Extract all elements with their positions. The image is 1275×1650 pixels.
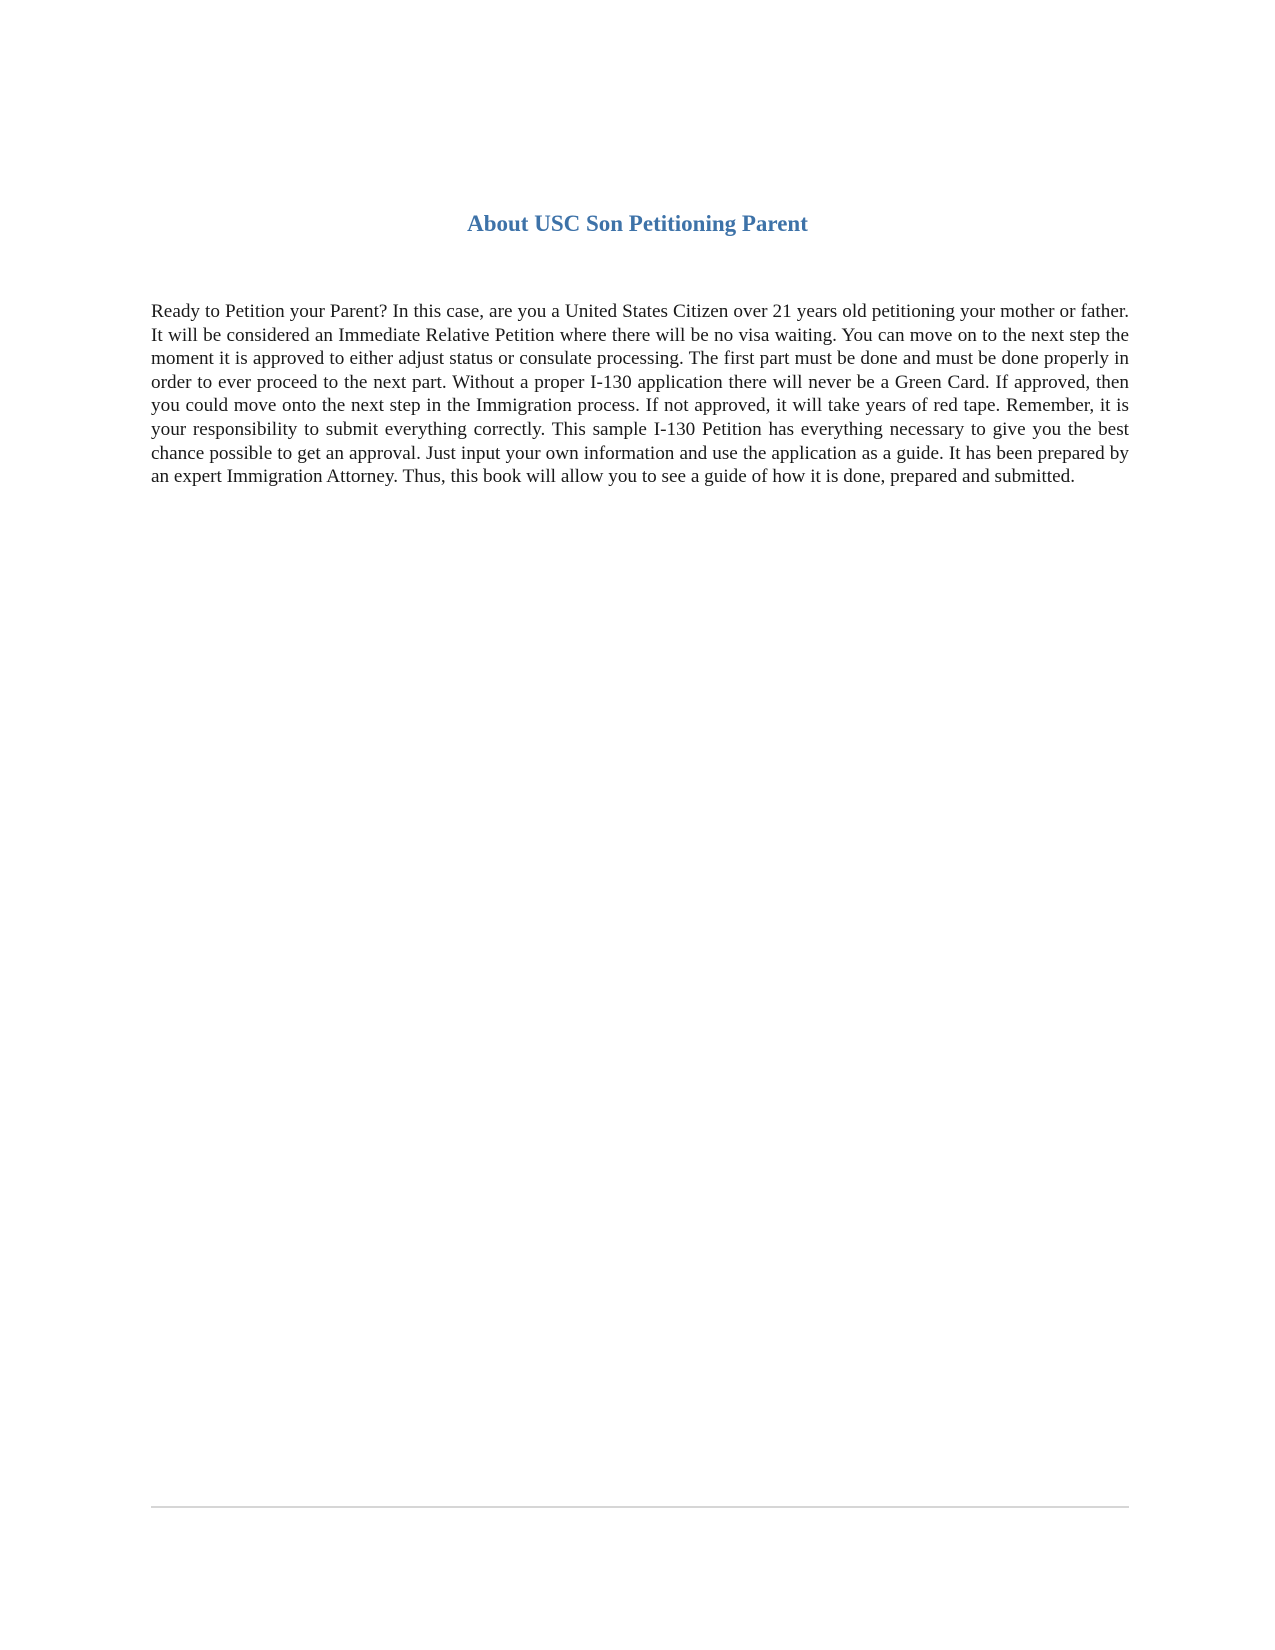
page-title: About USC Son Petitioning Parent xyxy=(467,211,808,236)
body-paragraph: Ready to Petition your Parent? In this case, are you a United States Citizen over 21 years old petitioning your mother or father. It will be considered an Immediate Relative Petition where there will be no visa waiting. You can move on to the next step the moment it is approved to either adjust status or consulate processing. The first part must be done and must be done properly in order to ever proceed to the next part. Without a proper I-130 application there will never be a Green Card. If approved, then you could move onto the next step in the Immigration process. If not approved, it will take years of red tape. Remember, it is your responsibility to submit everything correctly. This sample I-130 Petition has everything necessary to give you the best chance possible to get an approval. Just input your own information and use the application as a guide. It has been prepared by an expert Immigration Attorney. Thus, this book will allow you to see a guide of how it is done, prepared and submitted. xyxy=(151,301,1129,488)
footer-divider xyxy=(151,1506,1129,1508)
